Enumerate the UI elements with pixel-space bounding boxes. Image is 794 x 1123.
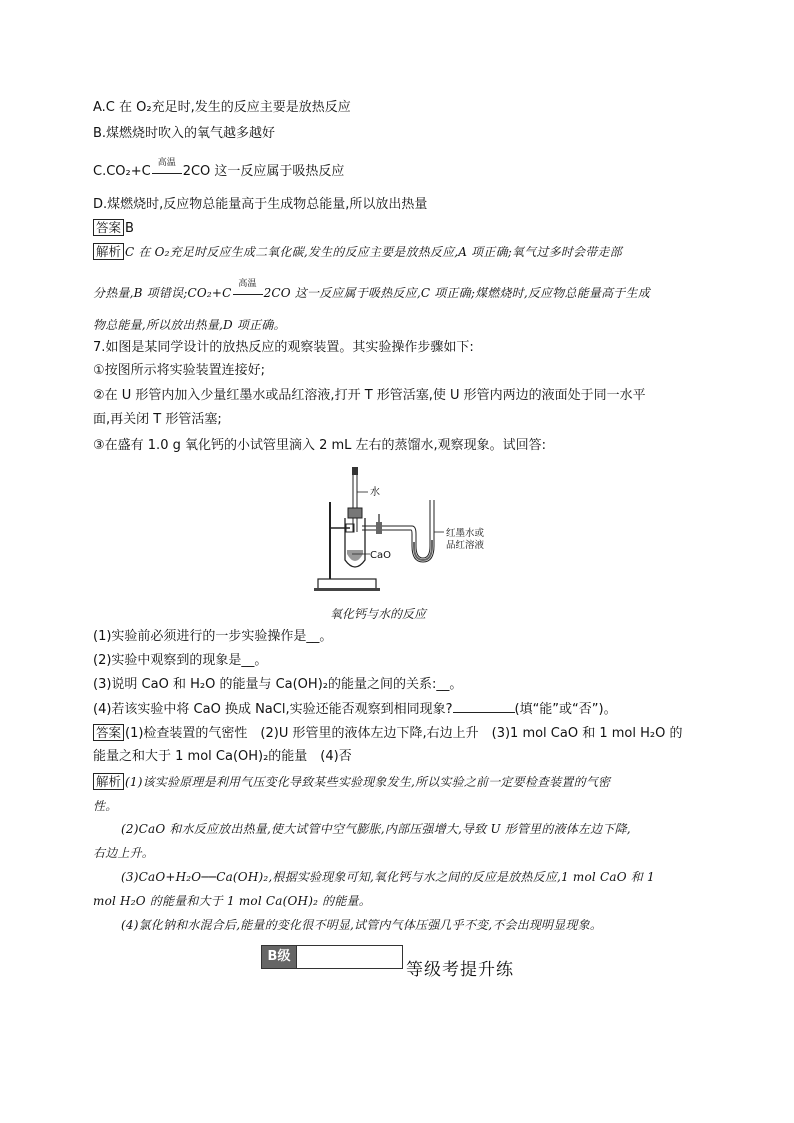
figure-caption: 氧化钙与水的反应 [330,607,427,621]
q7-sub-4: (4)若该实验中将 CaO 换成 NaCl,实验还能否观察到相同现象? (填“能”或“否”)。 [93,702,617,717]
option-b: B.煤燃烧时吹入的氧气越多越好 [93,126,276,141]
q6-analysis-line-1: 解析 C 在 O₂充足时反应生成二氧化碳,发生的反应主要是放热反应,A 项正确;氧气过多时会带走部 [93,243,622,262]
q7-analysis-1a: 解析 (1)该实验原理是利用气压变化导致某些实验现象发生,所以实验之前一定要检查装置的气密 [93,773,610,792]
q7-step-2b: 面,再关闭 T 形管活塞; [93,412,222,427]
option-a: A.C 在 O₂充足时,发生的反应主要是放热反应 [93,100,351,115]
answer-text: B [125,221,134,236]
q6-analysis-line-2: 分热量,B 项错误;CO₂+C 高温 2CO 这一反应属于吸热反应,C 项正确;煤燃烧时,反应物总能量高于生成 [93,284,650,302]
analysis-tag: 解析 [93,243,124,260]
option-c [93,158,345,181]
option-d: D.煤燃烧时,反应物总能量高于生成物总能量,所以放出热量 [93,197,428,212]
level-badge-frame [296,945,403,969]
q6-answer [93,219,134,238]
q7-answer-line-2: 能量之和大于 1 mol Ca(OH)₂的能量 (4)否 [93,749,352,764]
q7-analysis-2b: 右边上升。 [93,846,155,860]
apparatus-figure [310,462,510,597]
q7-step-2a: ②在 U 形管内加入少量红墨水或品红溶液,打开 T 形管活塞,使 U 形管内两边的液面处于同一水平 [93,388,646,403]
q7-stem: 7.如图是某同学设计的放热反应的观察装置。其实验操作步骤如下: [93,340,474,355]
label-water: 水 [370,487,380,498]
analysis-tag: 解析 [93,773,124,790]
reaction-condition: 高温 [157,158,176,168]
level-badge: B级 [261,945,297,969]
answer-tag: 答案 [93,724,124,741]
q7-step-3: ③在盛有 1.0 g 氧化钙的小试管里滴入 2 mL 左右的蒸馏水,观察现象。试回答: [93,438,547,453]
q7-sub-2: (2)实验中观察到的现象是__。 [93,653,268,668]
label-cao: CaO [370,550,391,561]
q7-analysis-3a: (3)CaO+H₂O──Ca(OH)₂,根据实验现象可知,氧化钙与水之间的反应是放热反应,1 mol CaO 和 1 [121,870,655,884]
q7-step-1: ①按图所示将实验装置连接好; [93,363,266,378]
q7-analysis-4: (4)氯化钠和水混合后,能量的变化很不明显,试管内气体压强几乎不变,不会出现明显现象。 [121,918,603,932]
answer-blank [453,700,515,713]
q7-analysis-1b: 性。 [93,799,118,813]
label-ink-2: 品红溶液 [446,540,485,551]
option-c-rest: 2CO 这一反应属于吸热反应 [182,164,345,179]
label-ink-1: 红墨水或 [446,528,485,539]
q7-analysis-3b: mol H₂O 的能量和大于 1 mol Ca(OH)₂ 的能量。 [93,894,371,908]
option-c-reactants: C.CO₂+C [93,164,151,179]
reaction-arrow [232,279,264,302]
reaction-arrow [151,158,183,181]
answer-tag: 答案 [93,219,124,236]
reaction-condition: 高温 [238,279,257,289]
q7-answer-line-1: 答案 (1)检查装置的气密性 (2)U 形管里的液体左边下降,右边上升 (3)1 mol CaO 和 1 mol H₂O 的 [93,724,682,743]
q7-sub-3: (3)说明 CaO 和 H₂O 的能量与 Ca(OH)₂的能量之间的关系:__。 [93,677,463,692]
q7-analysis-2a: (2)CaO 和水反应放出热量,使大试管中空气膨胀,内部压强增大,导致 U 形管里的液体左边下降, [121,822,631,836]
q6-analysis-line-3: 物总能量,所以放出热量,D 项正确。 [93,318,286,332]
section-title: 等级考提升练 [406,960,514,980]
q7-sub-1: (1)实验前必须进行的一步实验操作是__。 [93,629,333,644]
